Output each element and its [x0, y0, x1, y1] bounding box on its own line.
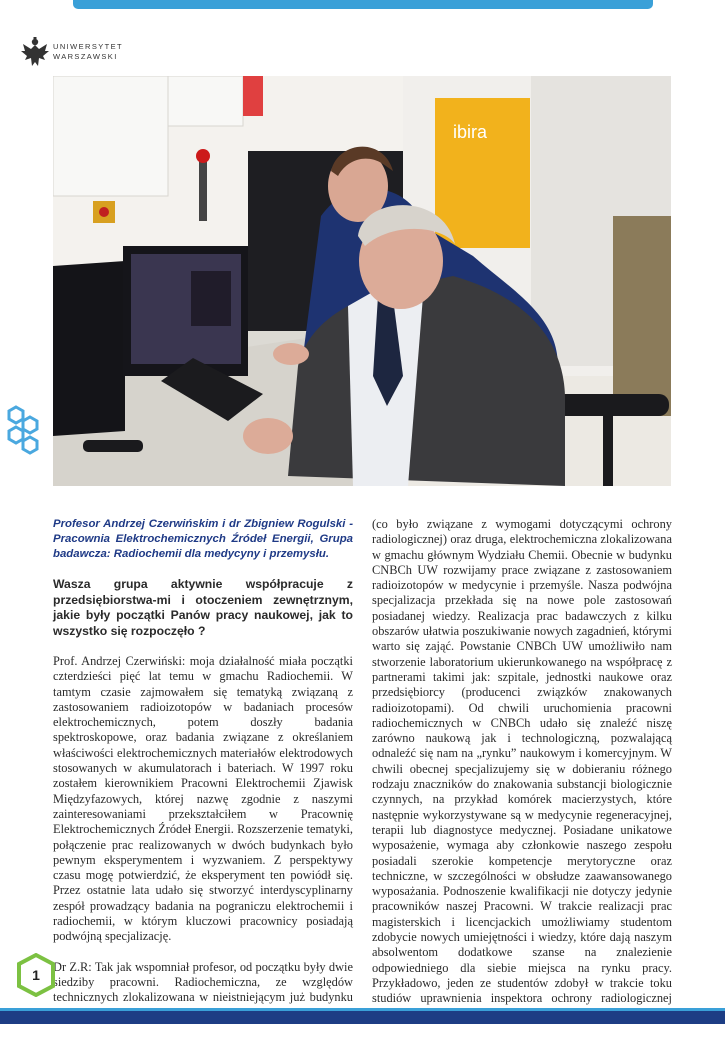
answer-paragraph-1: Prof. Andrzej Czerwiński: moja działalność miała początki czterdzieści pięć lat temu w gmachu Radiochemii. W tamtym czasie zajmowałem się tematyką związaną z zastosowaniem radioizotopów w badaniach procesów elektrochemicznych, potem doszły badania spektroskopowe, oraz badania związane z określaniem właściwości elektrochemicznych materiałów elektrodowych stosowanych w akumulatorach i bateriach. W 1997 roku zostałem kierownikiem Pracowni Elektrochemii Zjawisk Międzyfazowych, której nazwę zgodnie z naszymi zainteresowaniami przekształciłem w Pracownię Elektrochemicznych Źródeł Energii. Rozszerzenie tematyki, połączenie prac realizowanych w dwóch budynkach było pewnym eksperymentem i wyzwaniem. Z perspektywy czasu mogę potwierdzić, że eksperyment ten powiódł się. Przez ostatnie lata udało się stworzyć interdyscyplinarny zespół prowadzący badania na pograniczu elektrochemii i radiochemii, w którym kluczowi pracownicy posiadają podwójną specjalizację. [53, 654, 353, 944]
university-logo [20, 36, 130, 72]
eagle-emblem-icon [20, 36, 50, 70]
top-accent-bar [73, 0, 653, 9]
bottom-accent-bar [0, 1008, 725, 1024]
article-column-right [372, 517, 672, 1037]
answer-paragraph-2: Dr Z.R: Tak jak wspomniał profesor, od początku były dwie siedziby pracowni. Radiochemiczna, ze względów technicznych zlokalizowana w nieistniejącym już budynku [53, 959, 353, 1005]
hexagon-decoration-icon [2, 405, 42, 457]
interview-question: Wasza grupa aktywnie współpracuje z przedsiębiorstwa-mi i otoczeniem zewnętrznym, jakie były początki Panów pracy naukowej, jak to wszystko się rozpoczęło ? [53, 577, 353, 638]
lab-photo [53, 76, 671, 486]
page-number: 1 [32, 967, 40, 983]
photo-caption: Profesor Andrzej Czerwińskim i dr Zbigniew Rogulski - Pracownia Elektrochemicznych Źródeł Energii, Grupa badawcza: Radiochemii dla medycyny i przemysłu. [53, 518, 353, 560]
article-column-left [53, 517, 353, 1036]
logo-line-1: UNIWERSYTET [53, 42, 123, 51]
logo-line-2: WARSZAWSKI [53, 52, 118, 61]
machine-brand-label: ibira [453, 122, 488, 142]
answer-paragraph-3: (co było związane z wymogami dotyczącymi ochrony radiologicznej) oraz druga, elektrochemiczna zlokalizowana w gmachu głównym Wydziału Chemii. Obecnie w budynku CNBCh UW rozwijamy prace związane z zastosowaniem radioizotopów w medycynie i przemyśle. Nasza podwójna specjalizacja przekłada się na nowe pole zastosowań posiadanej wiedzy. Realizacja prac badawczych z kilku obszarów ułatwia poszukiwanie nowych zagadnień, którymi warto się zająć. Powstanie CNBCh UW umożliwiło nam stworzenie laboratorium ukierunkowanego na współpracę z partnerami takimi jak: szpitale, jednostki naukowe oraz przedsiębiorcy (producenci związków znakowanych radioizotopami). Od chwili uruchomienia pracowni radiochemicznych w CNBCh udało się znaleźć niszę zarówno naukową jak i technologiczną, pozwalającą odnaleźć się nam na „rynku” naukowym i komercyjnym. W chwili obecnej specjalizujemy się w dobieraniu różnego rodzaju znaczników do znakowania substancji biologicznie czynnych, na przykład komórek macierzystych, które następnie wykorzystywane są w medycynie regeneracyjnej, terapii lub diagnostyce medycznej. Posiadane unikatowe wyposażenie, wymaga aby członkowie naszego zespołu posiadali szerokie kompetencje merytoryczne oraz techniczne, w szczególności w obsłudze zaawansowanego wyposażania. Podnoszenie kwalifikacji nie dotyczy jedynie pracowników naszej Pracowni. W trakcie realizacji prac magisterskich i licencjackich umożliwiamy studentom zdobycie nowych umiejętności i wiedzy, które dają naszym absolwentom dodatkowe szanse na znalezienie odpowiedniego dla siebie miejsca na rynku pracy. Przykładowo, jeden ze studentów zdobył w trakcie toku studiów uprawnienia inspektora ochrony radiologicznej [372, 517, 672, 1006]
